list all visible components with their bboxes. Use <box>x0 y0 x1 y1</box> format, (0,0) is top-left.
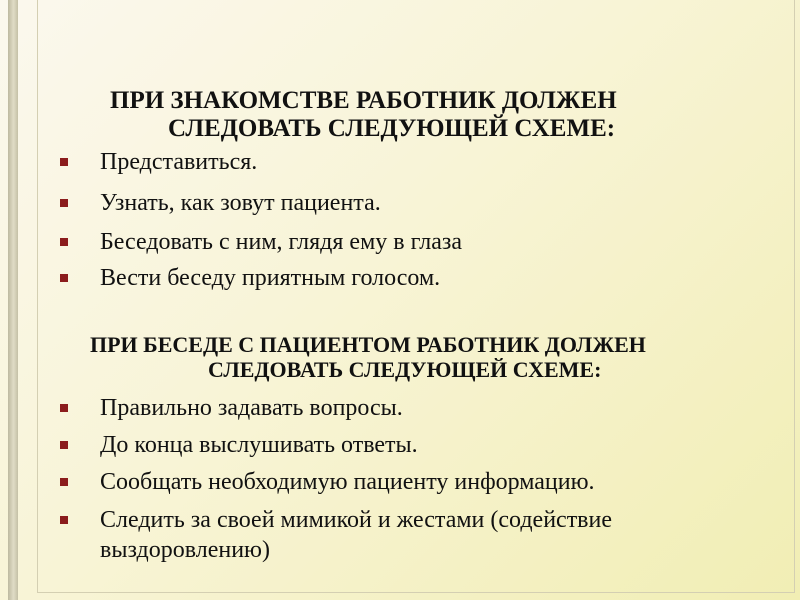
list-item-text: Правильно задавать вопросы. <box>100 395 403 421</box>
square-bullet-icon <box>60 158 68 166</box>
square-bullet-icon <box>60 199 68 207</box>
heading-1-line-2: СЛЕДОВАТЬ СЛЕДУЮЩЕЙ СХЕМЕ: <box>168 115 616 142</box>
list-item-continuation: выздоровлению) <box>100 537 270 563</box>
list-item-text: Сообщать необходимую пациенту информацию. <box>100 469 595 495</box>
list-item-text: Вести беседу приятным голосом. <box>100 265 441 291</box>
square-bullet-icon <box>60 516 68 524</box>
list-item-text: Представиться. <box>100 149 258 175</box>
list-item-text: Следить за своей мимикой и жестами (содействие <box>100 507 613 533</box>
heading-1-line-1: ПРИ ЗНАКОМСТВЕ РАБОТНИК ДОЛЖЕН <box>110 87 617 114</box>
heading-2-line-2: СЛЕДОВАТЬ СЛЕДУЮЩЕЙ СХЕМЕ: <box>208 357 602 382</box>
square-bullet-icon <box>60 274 68 282</box>
square-bullet-icon <box>60 478 68 486</box>
list-item-text: До конца выслушивать ответы. <box>100 432 418 458</box>
list-item-text: Узнать, как зовут пациента. <box>100 190 381 216</box>
left-decorative-bar <box>8 0 18 600</box>
list-item-text: Беседовать с ним, глядя ему в глаза <box>100 229 462 255</box>
square-bullet-icon <box>60 238 68 246</box>
heading-2-line-1: ПРИ БЕСЕДЕ С ПАЦИЕНТОМ РАБОТНИК ДОЛЖЕН <box>90 332 646 357</box>
square-bullet-icon <box>60 404 68 412</box>
square-bullet-icon <box>60 441 68 449</box>
